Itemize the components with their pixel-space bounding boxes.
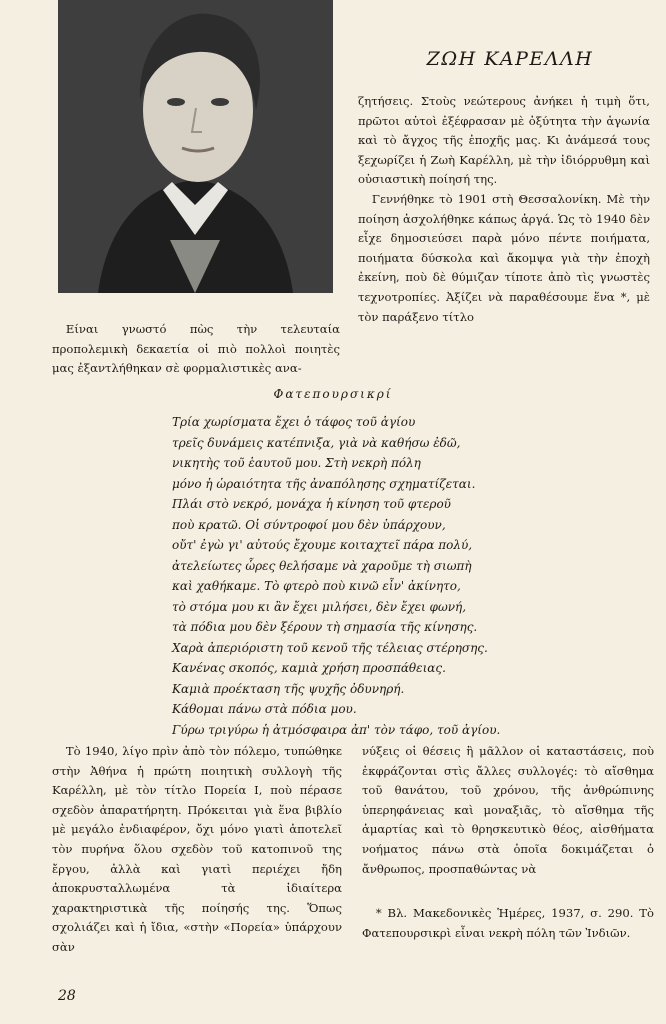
footnote — [362, 904, 654, 943]
paragraph: Είναι γνωστό πὼς τὴν τελευταία προπολεμικὴ δεκαετία οἱ πιὸ πολλοὶ ποιητὲς μας ἐξαντλήθηκαν σὲ φορμαλιστικὲς ανα- — [52, 322, 340, 376]
paragraph: Γεννήθηκε τὸ 1901 στὴ Θεσσαλονίκη. Μὲ τὴν ποίηση ἀσχολήθηκε κάπως ἀργά. Ὡς τὸ 1940 δὲν εἶχε δημοσιεύσει παρὰ μόνο πέντε ποιήματα, ποιήματα δύσκολα καὶ ἄκομψα γιὰ τὴν ἐποχὴ ἐκείνη, ποὺ δὲ θύμιζαν τίποτε ἀπὸ τὶς γνωστὲς τεχνοτροπίες. Ἀξίζει νὰ παραθέσουμε ἕνα *, μὲ τὸν παράξενο τίτλο — [358, 191, 650, 324]
page-number: 28 — [58, 988, 76, 1004]
paragraph: νύξεις οἱ θέσεις ἢ μᾶλλον οἱ καταστάσεις, ποὺ ἐκφράζονται στὶς ἄλλες συλλογές: τὸ αἴσθημα τοῦ θανάτου, τοῦ χρόνου, τῆς ἀνθρώπινης ὑπερηφάνειας καὶ μοναξιᾶς, τὸ αἴσθημα τῆς ἁμαρτίας καὶ τὸ θρησκευτικὸ θέος, αἰσθήματα νοήματος πάνω στὰ ὁποῖα δοκιμάζεται ὁ ἄνθρωπος, προσπαθώντας νὰ — [362, 744, 654, 876]
author-portrait-photo — [58, 0, 333, 293]
poem-line: Κανένας σκοπός, καμιὰ χρήση προσπάθειας. — [172, 661, 446, 675]
poem-line: Γύρω τριγύρω ἡ ἀτμόσφαιρα ἀπ' τὸν τάφο, τοῦ ἁγίου. — [172, 722, 501, 737]
author-name-heading: ΖΩΗ ΚΑΡΕΛΛΗ — [426, 48, 594, 70]
portrait-figure — [58, 0, 333, 293]
paragraph: Τὸ 1940, λίγο πρὶν ἀπὸ τὸν πόλεμο, τυπώθηκε στὴν Ἀθήνα ἡ πρώτη ποιητικὴ συλλογὴ τῆς Καρέλλη, μὲ τὸν τίτλο Πορεία Ι, ποὺ πέρασε σχεδὸν ἀπαρατήρητη. Πρόκειται γιὰ ἕνα βιβλίο μὲ μεγάλο ἐνδιαφέρον, ὄχι μόνο γιατὶ ἀποτελεῖ τὸν πυρήνα ὅλου σχεδὸν τοῦ κατοπινοῦ της ἔργου, ἀλλὰ καὶ γιατὶ περιέχει ἤδη ἀποκρυσταλλωμένα τὰ ἰδιαίτερα χαρακτηριστικὰ τῆς ποίησής της. Ὅπως σχολιάζει καὶ ἡ ἴδια, «στὴν «Πορεία» ὑπάρχουν σὰν — [52, 744, 342, 954]
footnote-text: * Βλ. Μακεδονικὲς Ἡμέρες, 1937, σ. 290. Τὸ Φατεπουρσικρὶ εἶναι νεκρὴ πόλη τῶν Ἰνδιῶν. — [362, 906, 654, 940]
poem-line: ἀτελείωτες ὧρες θελήσαμε νὰ χαροῦμε τὴ σιωπὴ — [172, 558, 472, 573]
right-column-top-text — [358, 92, 650, 327]
poem-line: τὸ στόμα μου κι ἂν ἔχει μιλήσει, δὲν ἔχει φωνή, — [172, 599, 467, 614]
poem-line: Πλάι στὸ νεκρό, μονάχα ἡ κίνηση τοῦ φτεροῦ — [172, 497, 451, 511]
poem-line: τὰ πόδια μου δὲν ξέρουν τὴ σημασία τῆς κίνησης. — [172, 620, 478, 634]
right-column-bottom-text — [362, 742, 654, 879]
poem-line: τρεῖς δυνάμεις κατέπνιξα, γιὰ νὰ καθήσω ἐδῶ, — [172, 435, 461, 450]
poem-line: ποὺ κρατῶ. Οἱ σύντροφοί μου δὲν ὑπάρχουν, — [172, 517, 446, 532]
poem-line: νικητὴς τοῦ ἑαυτοῦ μου. Στὴ νεκρὴ πόλη — [172, 456, 421, 470]
poem-line: Τρία χωρίσματα ἔχει ὁ τάφος τοῦ ἁγίου — [172, 415, 416, 429]
poem-line: Κάθομαι πάνω στὰ πόδια μου. — [172, 702, 357, 716]
poem-title: Φατεπουρσικρί — [273, 387, 393, 401]
poem-line: καὶ χαθήκαμε. Τὸ φτερὸ ποὺ κινῶ εἶν' ἀκίνητο, — [172, 579, 461, 593]
left-column-bottom-text — [52, 742, 342, 958]
poem-body — [172, 412, 632, 740]
poem-line: Καμιὰ προέκταση τῆς ψυχῆς ὀδυνηρή. — [172, 681, 405, 696]
poem-line: μόνο ἡ ὡραιότητα τῆς ἀναπόλησης σχηματίζεται. — [172, 476, 476, 491]
poem-line: οὔτ' ἐγὼ γι' αὐτούς ἔχουμε κοιταχτεῖ πάρα πολύ, — [172, 538, 473, 552]
paragraph: ζητήσεις. Στοὺς νεώτερους ἀνήκει ἡ τιμὴ ὅτι, πρῶτοι αὐτοὶ ἐξέφρασαν μὲ ὀξύτητα τὴν ἀγωνία καὶ τὸ ἄγχος τῆς ἐποχῆς μας. Κι ἀνάμεσά τους ξεχωρίζει ἡ Ζωὴ Καρέλλη, μὲ τὴν ἰδιόρρυθμη καὶ οὐσιαστικὴ ποίησή της. — [358, 94, 650, 187]
left-column-top-text — [52, 320, 340, 379]
poem-line: Χαρὰ ἀπεριόριστη τοῦ κενοῦ τῆς τέλειας στέρησης. — [172, 640, 488, 655]
